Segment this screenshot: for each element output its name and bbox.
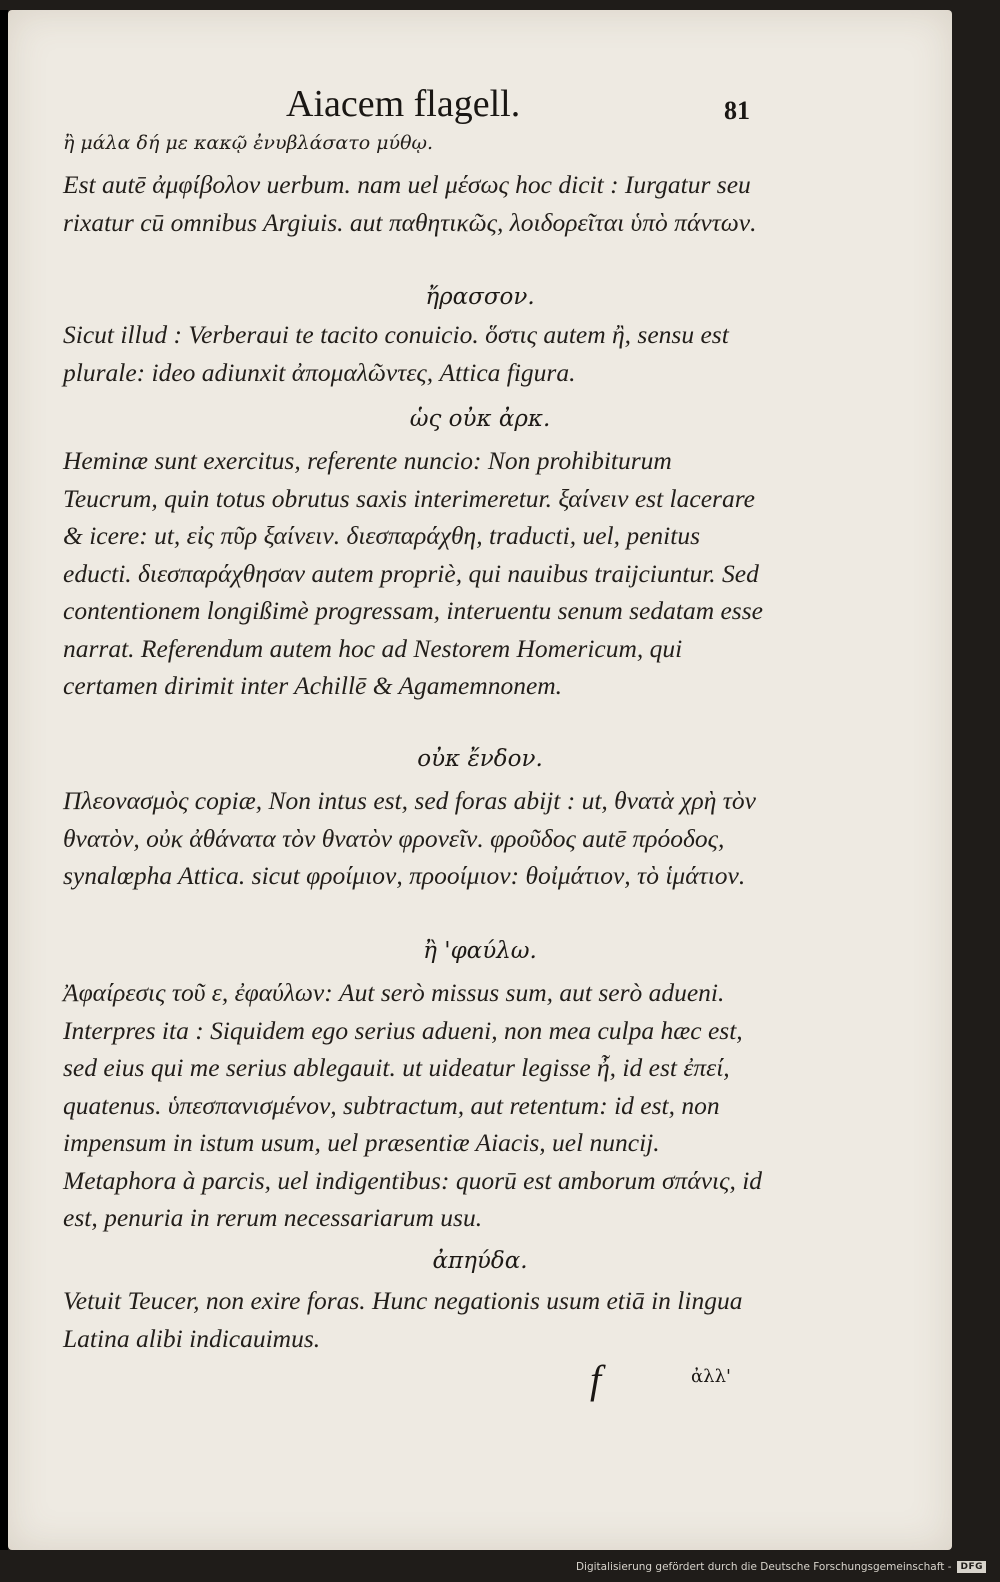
paragraph-text: Sicut illud : Verberaui te tacito conuicio. ὅστις autem ἢ, sensu est plurale: ideo adiunxit ἀπομαλῶντες, Attica figura.: [63, 320, 729, 387]
lemma-heading-4: ἢ 'φαύλω.: [423, 938, 537, 964]
catchword: ἀλλ': [691, 1366, 731, 1387]
paragraph-6: [63, 1282, 763, 1357]
paragraph-3: [63, 442, 763, 705]
signature-mark: f: [590, 1357, 602, 1402]
dfg-logo: DFG: [957, 1561, 986, 1573]
greek-quotation-line: ἢ μάλα δή με κακῷ ἐνυβλάσατο μύθῳ.: [63, 132, 434, 154]
book-binding-edge: [0, 10, 8, 1550]
running-head: Aiacem flagell.: [286, 83, 521, 125]
paragraph-1: [63, 166, 763, 241]
book-page: [8, 10, 952, 1550]
lemma-heading-2: ὡς οὐκ ἀρκ.: [409, 406, 551, 432]
paragraph-5: [63, 974, 763, 1237]
paragraph-2: [63, 316, 763, 391]
page-number: 81: [724, 96, 750, 125]
paragraph-text: Est autē ἀμφίβολον uerbum. nam uel μέσως hoc dicit : Iurgatur seu rixatur cū omnibus Argiuis. aut παθητικῶς, λοιδορεῖται ὑπὸ πάντων.: [63, 170, 757, 237]
lemma-heading-5: ἀπηύδα.: [432, 1248, 528, 1274]
paragraph-text: Heminæ sunt exercitus, referente nuncio: Non prohibiturum Teucrum, quin totus obrutus saxis interimeretur. ξαίνειν est lacerare & icere: ut, εἰς πῦρ ξαίνειν. διεσπαράχθη, traducti, uel, penitus educti. διεσπαράχθησαν autem propriè, qui nauibus traijciuntur. Sed contentionem longißimè progressam, interuentu senum sedatam esse narrat. Referendum autem hoc ad Nestorem Homericum, qui certamen dirimit inter Achillē & Agamemnonem.: [63, 446, 763, 700]
paragraph-text: Ἀφαίρεσις τοῦ ε, ἐφαύλων: Aut serò missus sum, aut serò adueni. Interpres ita : Siquidem ego serius adueni, non mea culpa hæc est, sed eius qui me serius ablegauit. ut uideatur legisse ἦ, id est ἐπεί, quatenus. ὑπεσπανισμένον, subtractum, aut retentum: id est, non impensum in istum usum, uel præsentiæ Aiacis, uel nuncij. Metaphora à parcis, uel indigentibus: quorū est amborum σπάνις, id est, penuria in rerum necessariarum usu.: [63, 978, 763, 1232]
paragraph-4: [63, 782, 763, 895]
digitization-credit: Digitalisierung gefördert durch die Deutsche Forschungsgemeinschaft -: [575, 1561, 952, 1573]
lemma-heading-3: οὐκ ἔνδον.: [417, 746, 543, 772]
paragraph-text: Vetuit Teucer, non exire foras. Hunc negationis usum etiā in lingua Latina alibi indicauimus.: [63, 1286, 743, 1353]
lemma-heading-1: ἤρασσον.: [425, 284, 535, 310]
digitization-footer: [576, 1556, 986, 1578]
paragraph-text: Πλεονασμὸς copiæ, Non intus est, sed foras abijt : ut, θνατὰ χρὴ τὸν θνατὸν, οὐκ ἀθάνατα τὸν θνατὸν φρονεῖν. φροῦδος autē πρόοδος, synalœpha Attica. sicut φροίμιον, προοίμιον: θοἰμάτιον, τὸ ἱμάτιον.: [63, 786, 756, 890]
